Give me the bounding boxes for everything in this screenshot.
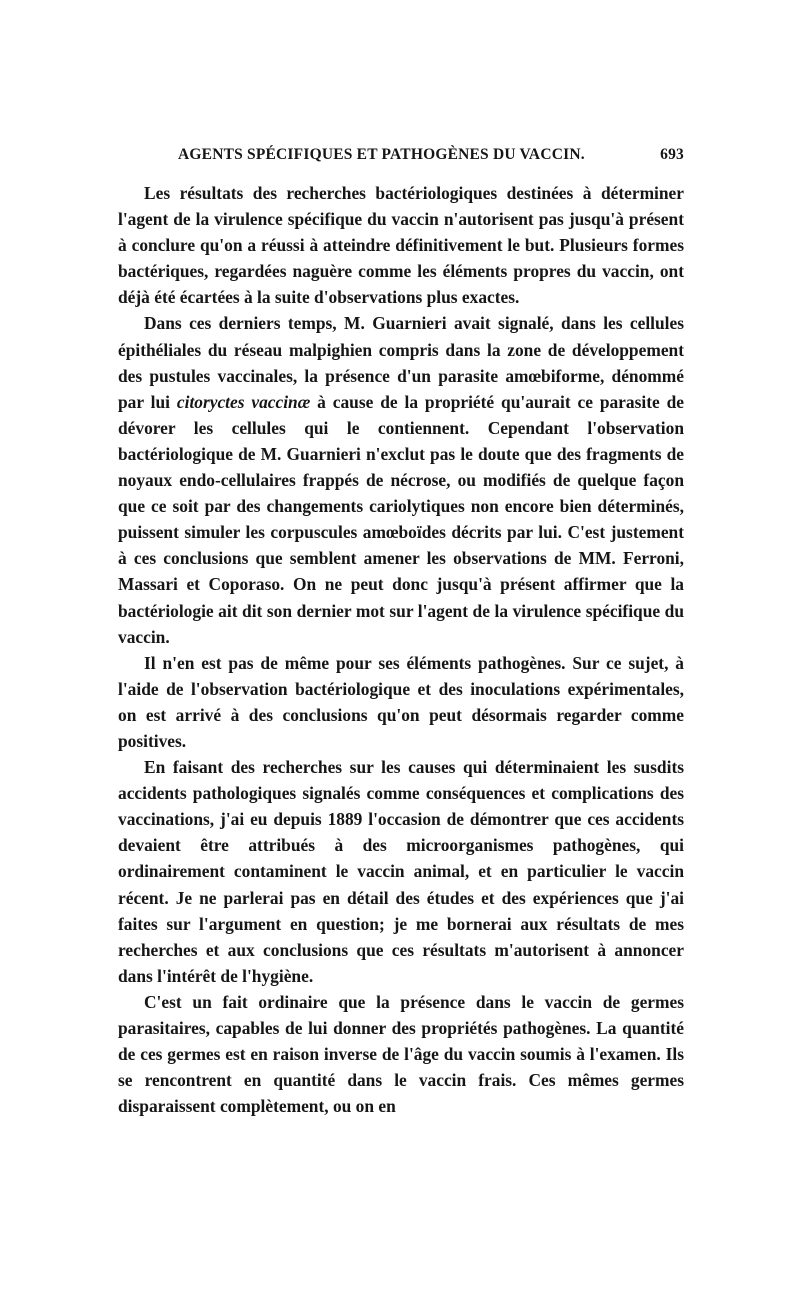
paragraph-1: Les résultats des recherches bactériologiques destinées à déterminer l'agent de la virulence spécifique du vaccin n'autorisent pas jusqu'à présent à conclure qu'on a réussi à atteindre définitivement le but. Plusieurs formes bactériques, regardées naguère comme les éléments propres du vaccin, ont déjà été écartées à la suite d'observations plus exactes. xyxy=(118,183,684,308)
species-name: citoryctes vaccinæ xyxy=(176,391,311,412)
paragraph-5: C'est un fait ordinaire que la présence dans le vaccin de germes parasitaires, capables de lui donner des propriétés pathogènes. La quantité de ces germes est en raison inverse de l'âge du vaccin soumis à l'examen. Ils se rencontrent en quantité dans le vaccin frais. Ces mêmes germes disparaissent complètement, ou on en xyxy=(118,991,684,1117)
paragraph-4: En faisant des recherches sur les causes qui déterminaient les susdits accidents pathologiques signalés comme conséquences et complications des vaccinations, j'ai eu depuis 1889 l'occasion de démontrer que ces accidents devaient être attribués à des microorganismes pathogènes, qui ordinairement contaminent le vaccin animal, et en particulier le vaccin récent. Je ne parlerai pas en détail des études et des expériences que j'ai faites sur l'argument en question; je me bornerai aux résultats de mes recherches et aux conclusions que ces résultats m'autorisent à annoncer dans l'intérêt de l'hygiène. xyxy=(118,757,684,986)
body-text xyxy=(118,180,684,1119)
running-head-title: AGENTS SPÉCIFIQUES ET PATHOGÈNES DU VACCIN. xyxy=(178,146,585,163)
running-head xyxy=(118,146,684,170)
paragraph-2 xyxy=(118,310,684,649)
paragraph-2-before-italic: Dans ces derniers temps, M. Guarnieri avait signalé, dans les cellules épithéliales du réseau malpighien compris dans la zone de développement des pustules vaccinales, la présence d'un parasite amœbiforme, dénommé par lui xyxy=(118,313,684,412)
paragraph-2-after-italic: à cause de la propriété qu'aurait ce parasite de dévorer les cellules qui le contiennent. Cependant l'observation bactériologique de M. Guarnieri n'exclut pas le doute que des fragments de noyaux endo-cellulaires frappés de nécrose, ou modifiés de quelque façon que ce soit par des changements cariolytiques non encore bien déterminés, puissent simuler les corpuscules amœboïdes décrits par lui. C'est justement à ces conclusions que semblent amener les observations de MM. Ferroni, Massari et Coporaso. On ne peut donc jusqu'à présent affirmer que la bactériologie ait dit son dernier mot sur l'agent de la virulence spécifique du vaccin. xyxy=(118,391,684,647)
page-number: 693 xyxy=(660,146,684,163)
paragraph-3: Il n'en est pas de même pour ses éléments pathogènes. Sur ce sujet, à l'aide de l'observation bactériologique et des inoculations expérimentales, on est arrivé à des conclusions qu'on peut désormais regarder comme positives. xyxy=(118,652,684,751)
